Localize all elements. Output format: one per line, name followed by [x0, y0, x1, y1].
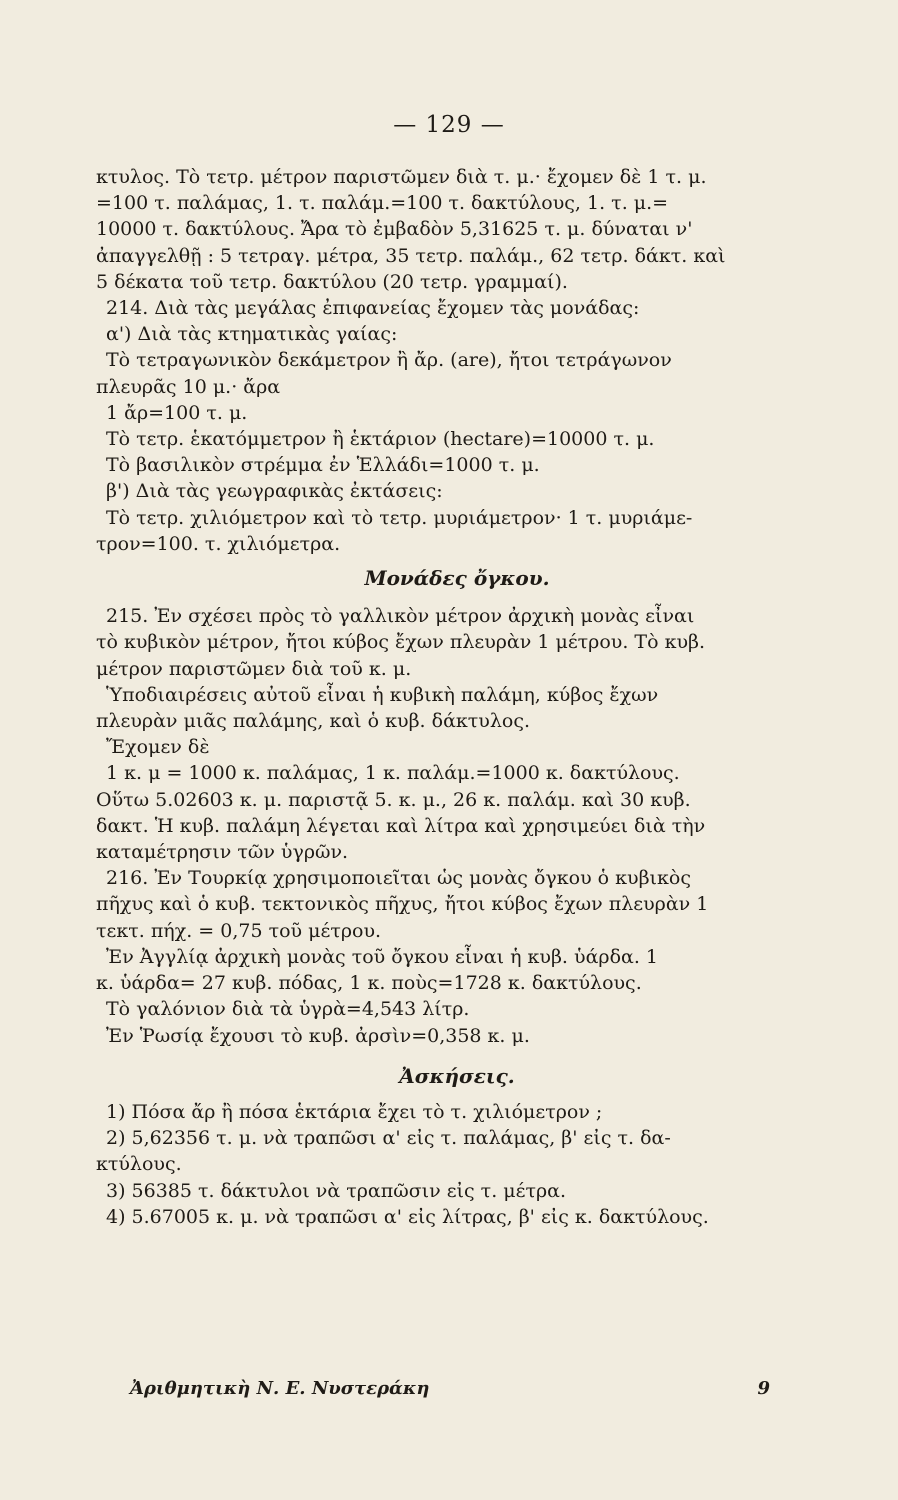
- section-214-line: Τὸ τετρ. ἑκατόμμετρον ἢ ἑκτάριον (hectare)=10000 τ. μ.: [106, 428, 655, 451]
- page-number: — 129 —: [393, 112, 505, 138]
- section-215-line: Ἔχομεν δὲ: [106, 736, 210, 759]
- section-216-line: Τὸ γαλόνιον διὰ τὰ ὑγρὰ=4,543 λίτρ.: [106, 998, 470, 1021]
- section-215-line: Οὕτω 5.02603 κ. μ. παριστᾷ 5. κ. μ., 26 κ. παλάμ. καὶ 30 κυβ.: [96, 788, 691, 811]
- section-215-line: καταμέτρησιν τῶν ὑγρῶν.: [96, 841, 349, 864]
- section-216-line: πῆχυς καὶ ὁ κυβ. τεκτονικὸς πῆχυς, ἤτοι κύβος ἔχων πλευρὰν 1: [96, 893, 709, 916]
- section-215-line: πλευρὰν μιᾶς παλάμης, καὶ ὁ κυβ. δάκτυλος.: [96, 710, 530, 733]
- exercise-line: κτύλους.: [96, 1153, 182, 1176]
- section-214-line: 214. Διὰ τὰς μεγάλας ἐπιφανείας ἔχομεν τὰς μονάδας:: [106, 297, 640, 320]
- exercise-line: 2) 5,62356 τ. μ. νὰ τραπῶσι α' εἰς τ. παλάμας, β' εἰς τ. δα-: [106, 1127, 671, 1150]
- heading-volume-units: Μονάδες ὄγκου.: [364, 566, 550, 591]
- section-215-line: μέτρον παριστῶμεν διὰ τοῦ κ. μ.: [96, 657, 412, 680]
- text-line: ἀπαγγελθῇ : 5 τετραγ. μέτρα, 35 τετρ. παλάμ., 62 τετρ. δάκτ. καὶ: [96, 244, 726, 267]
- exercise-line: 4) 5.67005 κ. μ. νὰ τραπῶσι α' εἰς λίτρας, β' εἰς κ. δακτύλους.: [106, 1205, 709, 1228]
- text-line: =100 τ. παλάμας, 1. τ. παλάμ.=100 τ. δακτύλους, 1. τ. μ.=: [96, 192, 669, 215]
- page-footer: [130, 1378, 770, 1399]
- text-line: 10000 τ. δακτύλους. Ἄρα τὸ ἐμβαδὸν 5,31625 τ. μ. δύναται ν': [96, 218, 693, 241]
- text-line: κτυλος. Τὸ τετρ. μέτρον παριστῶμεν διὰ τ. μ.· ἔχομεν δὲ 1 τ. μ.: [96, 166, 707, 188]
- section-216-line: Ἐν Ῥωσίᾳ ἔχουσι τὸ κυβ. ἀρσὶν=0,358 κ. μ.: [106, 1024, 530, 1047]
- exercise-line: 3) 56385 τ. δάκτυλοι νὰ τραπῶσιν εἰς τ. μέτρα.: [106, 1179, 567, 1202]
- section-215-line: τὸ κυβικὸν μέτρον, ἤτοι κύβος ἔχων πλευρὰν 1 μέτρου. Τὸ κυβ.: [96, 631, 706, 654]
- section-214-line: Τὸ βασιλικὸν στρέμμα ἐν Ἑλλάδι=1000 τ. μ.: [106, 454, 540, 477]
- section-216-line: Ἐν Ἀγγλίᾳ ἀρχικὴ μονὰς τοῦ ὄγκου εἶναι ἡ κυβ. ὑάρδα. 1: [106, 945, 659, 968]
- section-214-line: β') Διὰ τὰς γεωγραφικὰς ἐκτάσεις:: [106, 480, 443, 503]
- section-216-line: κ. ὑάρδα= 27 κυβ. πόδας, 1 κ. ποὺς=1728 κ. δακτύλους.: [96, 972, 642, 995]
- section-214-line: Τὸ τετραγωνικὸν δεκάμετρον ἢ ἄρ. (are), ἤτοι τετράγωνον: [106, 349, 672, 372]
- section-214-line: Τὸ τετρ. χιλιόμετρον καὶ τὸ τετρ. μυριάμετρον· 1 τ. μυριάμε-: [106, 506, 693, 529]
- section-215-line: 215. Ἐν σχέσει πρὸς τὸ γαλλικὸν μέτρον ἀρχικὴ μονὰς εἶναι: [106, 605, 695, 628]
- heading-exercises: Ἀσκήσεις.: [399, 1063, 515, 1088]
- section-214-line: 1 ἄρ=100 τ. μ.: [106, 401, 248, 424]
- section-214-line: τρον=100. τ. χιλιόμετρα.: [96, 532, 341, 555]
- footer-signature: 9: [757, 1378, 770, 1399]
- section-214-line: α') Διὰ τὰς κτηματικὰς γαίας:: [106, 323, 398, 346]
- exercise-line: 1) Πόσα ἄρ ἢ πόσα ἑκτάρια ἔχει τὸ τ. χιλιόμετρον ;: [106, 1100, 603, 1123]
- section-215-line: Ὑποδιαιρέσεις αὐτοῦ εἶναι ἡ κυβικὴ παλάμη, κύβος ἔχων: [106, 683, 659, 706]
- section-215-line: 1 κ. μ = 1000 κ. παλάμας, 1 κ. παλάμ.=1000 κ. δακτύλους.: [106, 762, 680, 785]
- section-214-line: πλευρᾶς 10 μ.· ἄρα: [96, 375, 281, 398]
- section-215-line: δακτ. Ἡ κυβ. παλάμη λέγεται καὶ λίτρα καὶ χρησιμεύει διὰ τὴν: [96, 814, 706, 837]
- text-line: 5 δέκατα τοῦ τετρ. δακτύλου (20 τετρ. γραμμαί).: [96, 270, 568, 293]
- section-216-line: τεκτ. πήχ. = 0,75 τοῦ μέτρου.: [96, 919, 382, 942]
- footer-book-title: Ἀριθμητικὴ Ν. Ε. Νυστεράκη: [130, 1378, 430, 1399]
- section-216-line: 216. Ἐν Τουρκίᾳ χρησιμοποιεῖται ὡς μονὰς ὄγκου ὁ κυβικὸς: [106, 867, 691, 890]
- page-body: [96, 164, 818, 1230]
